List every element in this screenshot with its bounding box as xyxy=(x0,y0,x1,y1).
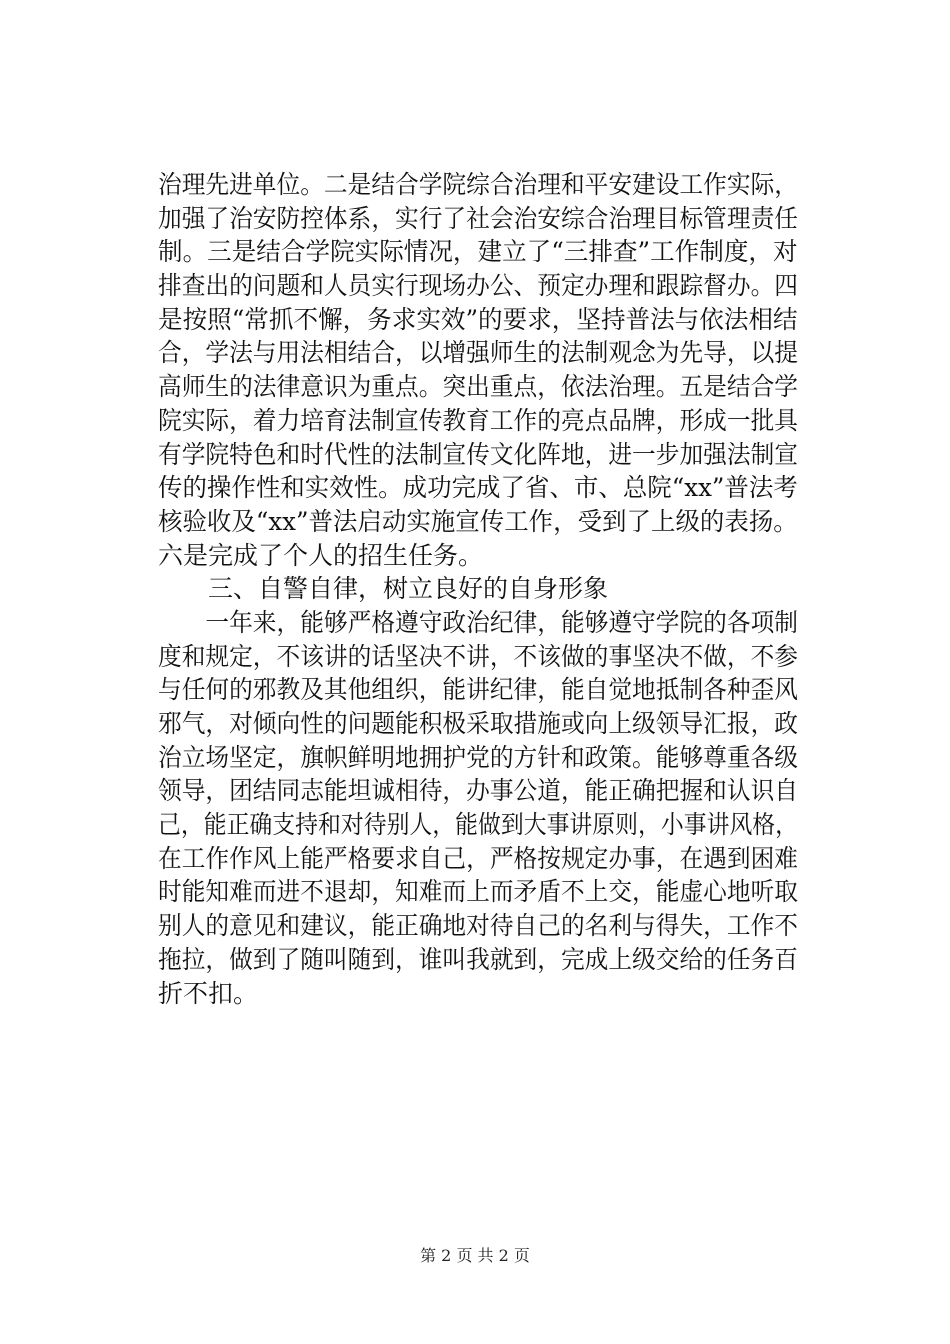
text-line: 时能知难而进不退却，知难而上而矛盾不上交，能虚心地听取 xyxy=(158,877,798,907)
text-line: 邪气，对倾向性的问题能积极采取措施或向上级领导汇报，政 xyxy=(158,709,798,738)
text-line: 别人的意见和建议，能正确地对待自己的名利与得失，工作不 xyxy=(158,911,798,941)
text-line: 己，能正确支持和对待别人，能做到大事讲原则，小事讲风格， xyxy=(158,810,799,840)
text-line: 合，学法与用法相结合，以增强师生的法制观念为先导，以提 xyxy=(158,338,798,368)
text-line: 拖拉，做到了随叫随到，谁叫我就到，完成上级交给的任务百 xyxy=(158,944,798,974)
text-line: 传的操作性和实效性。成功完成了省、市、总院“xx”普法考 xyxy=(158,473,798,503)
text-line: 排查出的问题和人员实行现场办公、预定办理和跟踪督办。四 xyxy=(158,271,798,301)
text-line: 度和规定，不该讲的话坚决不讲，不该做的事坚决不做，不参 xyxy=(158,641,798,671)
text-line: 治理先进单位。二是结合学院综合治理和平安建设工作实际， xyxy=(158,170,798,199)
text-line: 制。三是结合学院实际情况，建立了“三排查”工作制度，对 xyxy=(158,237,798,267)
text-line: 一年来，能够严格遵守政治纪律，能够遵守学院的各项制 xyxy=(158,607,798,637)
text-line: 领导，团结同志能坦诚相待，办事公道，能正确把握和认识自 xyxy=(158,776,798,806)
text-line: 加强了治安防控体系，实行了社会治安综合治理目标管理责任 xyxy=(158,203,798,233)
section-heading: 三、自警自律，树立良好的自身形象 xyxy=(158,574,609,604)
body-text xyxy=(158,168,798,1010)
text-line: 治立场坚定，旗帜鲜明地拥护党的方针和政策。能够尊重各级 xyxy=(158,742,798,772)
text-line: 与任何的邪教及其他组织，能讲纪律，能自觉地抵制各种歪风 xyxy=(158,675,798,705)
text-line: 院实际，着力培育法制宣传教育工作的亮点品牌，形成一批具 xyxy=(158,405,798,435)
text-line: 在工作作风上能严格要求自己，严格按规定办事，在遇到困难 xyxy=(158,843,798,873)
text-line: 有学院特色和时代性的法制宣传文化阵地，进一步加强法制宣 xyxy=(158,439,798,469)
text-line: 是按照“常抓不懈，务求实效”的要求，坚持普法与依法相结 xyxy=(158,304,798,334)
text-line: 六是完成了个人的招生任务。 xyxy=(158,540,484,570)
text-line: 折不扣。 xyxy=(158,978,259,1008)
page-footer xyxy=(0,1243,950,1266)
text-line: 高师生的法律意识为重点。突出重点，依法治理。五是结合学 xyxy=(158,372,798,402)
page-number: 第 2 页 共 2 页 xyxy=(420,1246,530,1265)
text-line: 核验收及“xx”普法启动实施宣传工作，受到了上级的表扬。 xyxy=(158,506,798,536)
